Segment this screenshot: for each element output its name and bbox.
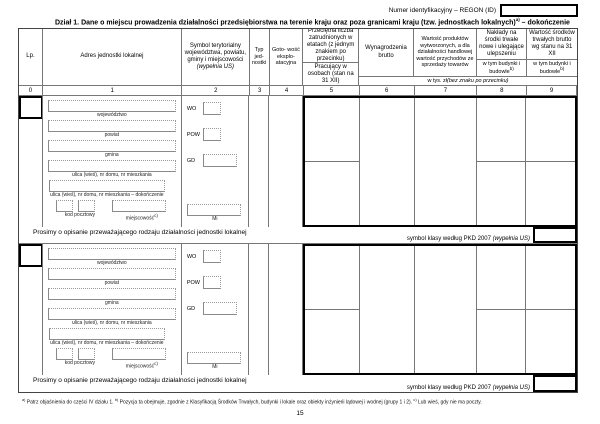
activity-description-prompt: Prosimy o opisanie przeważającego rodzaju działalności jednostki lokalnej xyxy=(33,229,247,236)
header-values-top xyxy=(359,29,577,77)
mi-label: Mi xyxy=(212,216,218,222)
header-lp: Lp. xyxy=(19,29,43,85)
gd-label: GD xyxy=(186,157,196,164)
gmina-field[interactable] xyxy=(48,140,176,152)
kod-pocztowy-label: kod pocztowy xyxy=(64,212,95,218)
pow-input-box[interactable] xyxy=(203,128,221,141)
local-unit-block-1 xyxy=(19,96,577,227)
lp-input-box[interactable] xyxy=(19,244,43,267)
wo-input-box[interactable] xyxy=(203,102,221,115)
wojewodztwo-field[interactable] xyxy=(48,248,176,260)
lp-cell xyxy=(19,244,43,375)
zatrudnieni-etaty-cell[interactable] xyxy=(305,246,359,310)
page-number: 15 xyxy=(296,410,304,417)
data-entry-area xyxy=(303,96,577,227)
table-header xyxy=(19,29,577,86)
kod-pocztowy-box-1[interactable] xyxy=(56,200,73,212)
header-srodki-main: Wartość środków trwałych brutto wg stanu na 31 XII xyxy=(527,29,577,60)
gd-input-box[interactable] xyxy=(203,302,237,315)
regon-label: Numer identyfikacyjny – REGON (ID) xyxy=(388,6,496,14)
header-srodki-trwale xyxy=(527,29,577,76)
srodki-main-cell[interactable] xyxy=(526,98,575,162)
miejscowosc-field[interactable] xyxy=(112,200,166,212)
typ-jednostki-cell[interactable] xyxy=(249,96,269,227)
srodki-main-cell[interactable] xyxy=(526,246,575,310)
unit-text: w tys. zł xyxy=(427,78,448,84)
zatrudnienie-cell xyxy=(305,98,360,225)
activity-description-row-2 xyxy=(19,375,577,392)
wtym-text: w tym budynki i budowle xyxy=(482,61,521,75)
header-symbol-terytorialny xyxy=(182,29,250,85)
colnum-9: 9 xyxy=(527,86,577,95)
pkd-label xyxy=(407,385,530,391)
powiat-field[interactable] xyxy=(48,268,176,280)
footnote-a-text: Patrz objaśnienia do części IV działu 1. xyxy=(25,399,115,406)
wo-label: WO xyxy=(186,105,197,112)
lp-cell xyxy=(19,96,43,227)
header-symbol-main: Symbol terytorialny województwa, powiatu, gminy i miejscowości xyxy=(184,42,247,63)
pow-label: POW xyxy=(186,131,200,138)
header-unit-row xyxy=(359,77,577,85)
ulica-dokonczenie-label: ulica (wieś), nr domu, nr mieszkania – dokończenie xyxy=(50,340,164,346)
miejscowosc-label xyxy=(112,360,172,370)
pkd-label-text: symbol klasy według PKD 2007 xyxy=(406,236,493,242)
miejscowosc-footnote-marker: c) xyxy=(154,213,158,218)
ulica-field[interactable] xyxy=(48,160,176,172)
header-naklady-main: Nakłady na środki trwałe nowe i ulegające ulepszeniu xyxy=(477,29,526,60)
header-zatrudnienie xyxy=(303,29,359,85)
header-symbol-italic: (wypełnia US) xyxy=(196,64,234,71)
naklady-wtym-cell[interactable] xyxy=(477,310,525,374)
srodki-wtym-cell[interactable] xyxy=(526,162,575,226)
header-pracujacy: Pracujący w osobach (stan na 31 XII) xyxy=(307,64,354,84)
ulica-field[interactable] xyxy=(48,308,176,320)
section-title-text: Dział 1. Dane o miejscu prowadzenia działalności przedsiębiorstwa na terenie kraju oraz poza granicami kraju (tzw. jednostkach lokalnych) xyxy=(55,19,516,27)
kod-pocztowy-box-1[interactable] xyxy=(56,348,73,360)
header-srodki-wtym xyxy=(527,60,577,76)
colnum-4: 4 xyxy=(270,86,304,95)
powiat-label: powiat xyxy=(104,280,120,286)
miejscowosc-label xyxy=(112,212,172,222)
wartosc-produktow-cell[interactable] xyxy=(415,246,477,373)
wartosc-produktow-cell[interactable] xyxy=(415,98,477,225)
wynagrodzenia-cell[interactable] xyxy=(360,246,415,373)
activity-description-row-1 xyxy=(19,227,577,244)
mi-input-box[interactable] xyxy=(187,352,241,364)
wynagrodzenia-cell[interactable] xyxy=(360,98,415,225)
pkd-label-italic: (wypełnia US) xyxy=(492,236,530,242)
kod-pocztowy-label: kod pocztowy xyxy=(64,360,95,366)
footnote-b-text: Pozycja ta obejmuje, zgodnie z Klasyfikacją Środków Trwałych, budynki i lokale oraz obiekty inżynierii lądowej i wodnej (grupy 1 i 2). xyxy=(118,399,414,406)
miejscowosc-label-text: miejscowość xyxy=(125,363,155,370)
header-adres: Adres jednostki lokalnej xyxy=(43,29,182,85)
gmina-label: gmina xyxy=(105,300,119,306)
colnum-8: 8 xyxy=(477,86,527,95)
srodki-wtym-cell[interactable] xyxy=(526,310,575,374)
header-gotowosc: Goto- wość eksplo- atacyjna xyxy=(270,29,304,85)
wtym-footnote-marker: b) xyxy=(509,66,514,72)
regon-input-box[interactable] xyxy=(500,4,578,17)
wojewodztwo-label: województwo xyxy=(96,260,127,266)
miejscowosc-label-text: miejscowość xyxy=(125,215,155,222)
naklady-wtym-cell[interactable] xyxy=(477,162,525,226)
zatrudnienie-cell xyxy=(305,246,360,373)
header-wartosc-produktow: Wartość produktów wytworzonych, a dla działalności handlowej wartość przychodów ze sprzedaży towarów xyxy=(414,29,477,76)
footnote-c-marker: c) xyxy=(413,398,417,402)
address-cell xyxy=(43,244,182,375)
pkd-label-text: symbol klasy według PKD 2007 xyxy=(406,385,493,391)
ulica-dokonczenie-field[interactable] xyxy=(49,180,165,192)
pow-input-box[interactable] xyxy=(203,276,221,289)
section-title xyxy=(55,17,585,26)
symbol-terytorialny-cell xyxy=(182,96,250,227)
form-table xyxy=(18,28,578,393)
wojewodztwo-field[interactable] xyxy=(48,100,176,112)
srodki-trwale-cell xyxy=(526,246,575,373)
section-title-suffix: – dokończenie xyxy=(519,19,570,27)
naklady-main-cell[interactable] xyxy=(477,98,525,162)
lp-input-box[interactable] xyxy=(19,96,43,119)
column-number-row xyxy=(19,86,577,96)
gotowosc-cell[interactable] xyxy=(269,244,303,375)
colnum-7: 7 xyxy=(415,86,478,95)
mi-label: Mi xyxy=(212,364,218,370)
wo-input-box[interactable] xyxy=(203,250,221,263)
typ-jednostki-cell[interactable] xyxy=(249,244,269,375)
mi-input-box[interactable] xyxy=(187,204,241,216)
gmina-label: gmina xyxy=(105,152,119,158)
gmina-field[interactable] xyxy=(48,288,176,300)
wtym-footnote-marker: b) xyxy=(560,66,565,72)
wojewodztwo-label: województwo xyxy=(96,112,127,118)
header-wynagrodzenia: Wynagrodzenia brutto xyxy=(359,29,414,76)
gotowosc-cell[interactable] xyxy=(269,96,303,227)
footnote-b-marker: b) xyxy=(114,398,119,402)
address-cell xyxy=(43,96,182,227)
pracujacy-cell[interactable] xyxy=(305,310,359,374)
kod-pocztowy-box-2[interactable] xyxy=(78,200,95,212)
ulica-label: ulica (wieś), nr domu, nr mieszkania xyxy=(71,320,152,326)
pkd-label xyxy=(407,236,530,242)
gd-input-box[interactable] xyxy=(203,154,237,167)
header-naklady xyxy=(477,29,527,76)
wtym-text: w tym budynki i budowle xyxy=(533,61,571,75)
srodki-trwale-cell xyxy=(526,98,575,225)
pracujacy-cell[interactable] xyxy=(305,162,359,226)
colnum-1: 1 xyxy=(43,86,183,95)
colnum-2: 2 xyxy=(182,86,250,95)
ulica-dokonczenie-field[interactable] xyxy=(49,328,165,340)
kod-pocztowy-box-2[interactable] xyxy=(78,348,95,360)
gd-label: GD xyxy=(186,305,196,312)
local-unit-block-2 xyxy=(19,244,577,375)
wo-label: WO xyxy=(186,253,197,260)
miejscowosc-footnote-marker: c) xyxy=(154,361,158,366)
powiat-field[interactable] xyxy=(48,120,176,132)
ulica-dokonczenie-label: ulica (wieś), nr domu, nr mieszkania – dokończenie xyxy=(50,192,164,198)
footnote-a-marker: a) xyxy=(22,398,26,402)
pow-label: POW xyxy=(186,279,200,286)
zatrudnieni-etaty-cell[interactable] xyxy=(305,98,359,162)
pkd-input-box[interactable] xyxy=(533,375,577,392)
colnum-0: 0 xyxy=(19,86,43,95)
header-zatrudnieni-etaty: Przeciętna liczba zatrudnionych w etatach (z jednym znakiem po przecinku) xyxy=(303,29,358,63)
colnum-3: 3 xyxy=(250,86,270,95)
ulica-label: ulica (wieś), nr domu, nr mieszkania xyxy=(71,172,152,178)
naklady-cell xyxy=(477,98,526,225)
miejscowosc-field[interactable] xyxy=(112,348,166,360)
header-values-group xyxy=(359,29,577,85)
regon-header xyxy=(0,3,578,17)
title-footnote-marker: a) xyxy=(515,17,520,22)
data-entry-area xyxy=(303,244,577,375)
naklady-main-cell[interactable] xyxy=(477,246,525,310)
symbol-terytorialny-cell xyxy=(182,244,250,375)
pkd-input-box[interactable] xyxy=(533,227,577,243)
header-naklady-wtym xyxy=(477,60,526,76)
colnum-5: 5 xyxy=(304,86,360,95)
naklady-cell xyxy=(477,246,526,373)
footnotes xyxy=(22,398,578,406)
colnum-6: 6 xyxy=(360,86,415,95)
header-typ-jednostki: Typ jed- nostki xyxy=(250,29,270,85)
activity-description-prompt: Prosimy o opisanie przeważającego rodzaju działalności jednostki lokalnej xyxy=(33,377,247,384)
powiat-label: powiat xyxy=(104,132,120,138)
footnote-c-text: Lub wieś, gdy nie ma poczty. xyxy=(416,399,482,406)
unit-text-italic: (bez znaku po przecinku) xyxy=(447,78,509,84)
pkd-label-italic: (wypełnia US) xyxy=(492,385,530,391)
